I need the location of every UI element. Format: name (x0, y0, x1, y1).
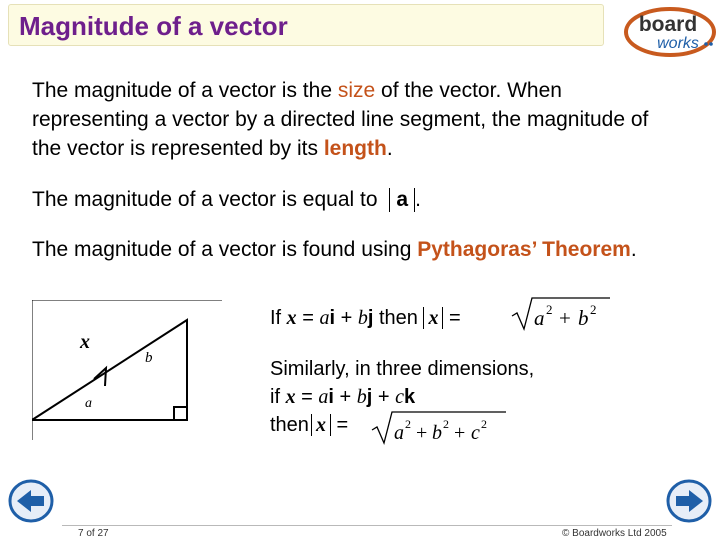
logo-word-board: board (638, 13, 698, 36)
keyword-pythagoras: Pythagoras’ Theorem (417, 238, 631, 261)
f2-if: if (270, 386, 286, 408)
keyword-size: size (337, 79, 376, 102)
f2-plus2: + (372, 386, 396, 408)
f1-then: then (373, 307, 424, 329)
f1-b: b (357, 307, 368, 329)
svg-text:2: 2 (590, 302, 597, 317)
svg-text:a: a (394, 422, 404, 444)
para3-text-1: The magnitude of a vector is found using (32, 238, 418, 261)
footer-divider (62, 525, 672, 526)
svg-text:2: 2 (481, 417, 487, 431)
f2-line1: Similarly, in three dimensions, (270, 358, 535, 380)
f2-x: x (285, 386, 296, 408)
f2-mag-x: x (311, 414, 331, 436)
sqrt-a2-b2 (508, 294, 612, 334)
f1-if: If (270, 307, 287, 329)
pythagoras-paragraph (32, 235, 652, 264)
svg-text:+: + (416, 422, 428, 444)
f2-eq: = (295, 386, 319, 408)
svg-text:2: 2 (405, 417, 411, 431)
f2-eq2: = (330, 414, 349, 436)
magnitude-a-symbol: a (389, 188, 415, 212)
formula-2d (270, 304, 461, 332)
svg-text:+: + (559, 306, 571, 330)
label-a: a (85, 396, 92, 411)
f2-line2 (270, 383, 630, 411)
svg-text:2: 2 (443, 417, 449, 431)
f1-i: i (329, 307, 336, 329)
f1-a: a (319, 307, 330, 329)
keyword-length: length (323, 137, 387, 160)
f2-plus: + (333, 386, 357, 408)
label-x: x (80, 331, 90, 353)
f2-then: then (270, 414, 309, 436)
sqrt-a2-b2-c2 (368, 408, 508, 448)
right-triangle-diagram (32, 300, 222, 440)
page-number: 7 of 27 (78, 528, 109, 539)
f1-eq: = (296, 307, 320, 329)
f1-j: j (367, 307, 374, 329)
prev-arrow-icon[interactable] (8, 478, 54, 524)
next-arrow-icon[interactable] (666, 478, 712, 524)
para2-end: . (415, 188, 421, 211)
boardworks-logo (622, 4, 718, 60)
f1-mag-x: x (423, 307, 443, 329)
svg-text:c: c (471, 422, 480, 444)
definition-paragraph (32, 76, 672, 163)
slide-title: Magnitude of a vector (19, 11, 288, 41)
f2-k: k (403, 386, 416, 408)
label-b: b (145, 350, 153, 366)
para3-text-2: . (630, 238, 637, 261)
f2-a: a (318, 386, 329, 408)
para1-text-3: . (386, 137, 393, 160)
f1-eq2: = (443, 307, 461, 329)
f2-i: i (328, 386, 334, 408)
f2-b: b (356, 386, 367, 408)
svg-text:a: a (534, 306, 545, 330)
para2-text: The magnitude of a vector is equal to (32, 188, 384, 211)
logo-word-works: works (657, 35, 699, 52)
f2-c: c (395, 386, 404, 408)
magnitude-notation-paragraph (32, 185, 672, 214)
para1-text-2: of the vector. When representing a vector by a directed line segment, the magnitude of the vector is represented by its (32, 79, 649, 160)
f2-j: j (366, 386, 373, 408)
svg-text:b: b (578, 306, 589, 330)
copyright-text: © Boardworks Ltd 2005 (562, 528, 667, 539)
svg-text:2: 2 (546, 302, 553, 317)
f1-x: x (286, 307, 297, 329)
svg-text:b: b (432, 422, 442, 444)
f1-plus: + (335, 307, 358, 329)
svg-text:+: + (454, 422, 466, 444)
title-bar (8, 4, 604, 46)
para1-text-1: The magnitude of a vector is the (32, 79, 338, 102)
